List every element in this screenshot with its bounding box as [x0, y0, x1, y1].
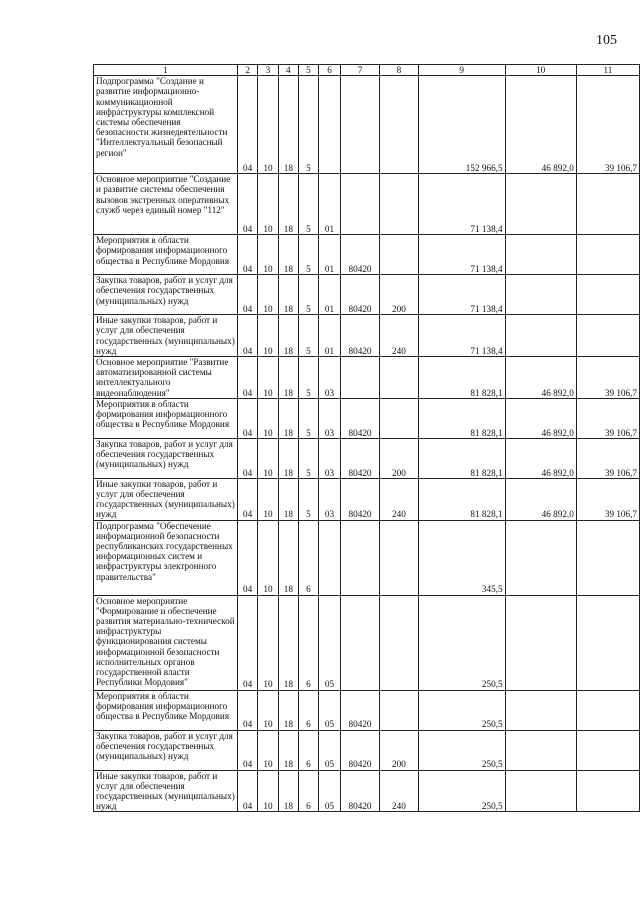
amount-cell	[576, 690, 639, 730]
row-name: Мероприятия в области формирования информационного общества в Республике Мордовия	[94, 690, 238, 730]
code-cell: 10	[258, 730, 278, 770]
code-cell	[341, 357, 380, 399]
code-cell: 05	[318, 770, 340, 812]
column-header: 9	[418, 65, 505, 76]
amount-cell: 81 828,1	[418, 398, 505, 438]
code-cell: 04	[237, 690, 257, 730]
amount-cell: 250,5	[418, 595, 505, 690]
code-cell: 01	[318, 235, 340, 275]
code-cell	[379, 235, 418, 275]
code-cell: 6	[299, 770, 319, 812]
amount-cell	[576, 275, 639, 315]
code-cell: 80420	[341, 770, 380, 812]
amount-cell	[505, 520, 576, 595]
code-cell: 10	[258, 438, 278, 478]
row-name: Мероприятия в области формирования информационного общества в Республике Мордовия	[94, 398, 238, 438]
row-name: Иные закупки товаров, работ и услуг для обеспечения государственных (муниципальных) нужд	[94, 315, 238, 357]
code-cell: 5	[299, 76, 319, 174]
code-cell: 10	[258, 520, 278, 595]
amount-cell	[576, 235, 639, 275]
code-cell: 5	[299, 398, 319, 438]
code-cell	[379, 690, 418, 730]
amount-cell	[505, 690, 576, 730]
code-cell: 04	[237, 730, 257, 770]
amount-cell: 250,5	[418, 730, 505, 770]
code-cell: 03	[318, 438, 340, 478]
code-cell: 10	[258, 770, 278, 812]
amount-cell	[576, 520, 639, 595]
code-cell: 04	[237, 357, 257, 399]
amount-cell: 39 106,7	[576, 438, 639, 478]
code-cell: 03	[318, 357, 340, 399]
code-cell: 18	[278, 235, 298, 275]
column-header: 8	[379, 65, 418, 76]
column-header: 10	[505, 65, 576, 76]
code-cell	[379, 174, 418, 235]
column-header: 6	[318, 65, 340, 76]
code-cell	[379, 76, 418, 174]
code-cell: 200	[379, 438, 418, 478]
code-cell: 240	[379, 315, 418, 357]
code-cell: 18	[278, 690, 298, 730]
code-cell: 18	[278, 315, 298, 357]
code-cell: 200	[379, 730, 418, 770]
code-cell: 10	[258, 76, 278, 174]
table-row	[94, 690, 640, 730]
code-cell: 18	[278, 478, 298, 520]
row-name: Подпрограмма "Создание и развитие информационно-коммуникационной инфраструктуры комплексной системы обеспечения безопасности жизнедеятельности "Интеллектуальный безопасный регион"	[94, 76, 238, 174]
code-cell: 10	[258, 478, 278, 520]
row-name: Основное мероприятие "Создание и развитие системы обеспечения вызовов экстренных оперативных служб через единый номер "112"	[94, 174, 238, 235]
amount-cell: 46 892,0	[505, 438, 576, 478]
amount-cell	[505, 315, 576, 357]
code-cell: 6	[299, 690, 319, 730]
amount-cell	[576, 730, 639, 770]
code-cell: 5	[299, 315, 319, 357]
column-header: 5	[299, 65, 319, 76]
code-cell	[341, 76, 380, 174]
table-row	[94, 357, 640, 399]
code-cell: 200	[379, 275, 418, 315]
code-cell: 04	[237, 478, 257, 520]
column-header: 1	[94, 65, 238, 76]
code-cell: 240	[379, 770, 418, 812]
amount-cell: 46 892,0	[505, 398, 576, 438]
code-cell	[318, 76, 340, 174]
code-cell: 04	[237, 595, 257, 690]
table-row	[94, 275, 640, 315]
table-row	[94, 478, 640, 520]
code-cell: 10	[258, 595, 278, 690]
code-cell: 03	[318, 478, 340, 520]
row-name: Иные закупки товаров, работ и услуг для обеспечения государственных (муниципальных) нужд	[94, 478, 238, 520]
code-cell	[379, 398, 418, 438]
code-cell: 18	[278, 174, 298, 235]
code-cell: 10	[258, 398, 278, 438]
amount-cell	[576, 770, 639, 812]
code-cell: 05	[318, 730, 340, 770]
code-cell: 10	[258, 174, 278, 235]
row-name: Основное мероприятие "Развитие автоматизированной системы интеллектуального видеонаблюдения"	[94, 357, 238, 399]
column-header: 2	[237, 65, 257, 76]
code-cell: 04	[237, 174, 257, 235]
code-cell: 10	[258, 275, 278, 315]
row-name: Мероприятия в области формирования информационного общества в Республике Мордовия	[94, 235, 238, 275]
code-cell: 240	[379, 478, 418, 520]
code-cell: 10	[258, 235, 278, 275]
amount-cell	[505, 770, 576, 812]
row-name: Иные закупки товаров, работ и услуг для обеспечения государственных (муниципальных) нужд	[94, 770, 238, 812]
code-cell	[379, 595, 418, 690]
code-cell	[341, 520, 380, 595]
code-cell: 5	[299, 235, 319, 275]
code-cell: 04	[237, 770, 257, 812]
code-cell: 80420	[341, 275, 380, 315]
code-cell: 80420	[341, 478, 380, 520]
amount-cell	[505, 275, 576, 315]
code-cell: 10	[258, 357, 278, 399]
code-cell: 04	[237, 76, 257, 174]
amount-cell: 71 138,4	[418, 315, 505, 357]
column-header: 3	[258, 65, 278, 76]
row-name: Основное мероприятие "Формирование и обеспечение развития материально-технической инфраструктуры функционирования системы информационной безопасности исполнительных органов государственной власти Республики Мордовия"	[94, 595, 238, 690]
table-row	[94, 174, 640, 235]
code-cell: 04	[237, 275, 257, 315]
code-cell: 18	[278, 76, 298, 174]
amount-cell	[576, 174, 639, 235]
code-cell	[379, 357, 418, 399]
code-cell: 01	[318, 315, 340, 357]
code-cell: 6	[299, 730, 319, 770]
code-cell	[318, 520, 340, 595]
code-cell	[341, 595, 380, 690]
table-row	[94, 235, 640, 275]
column-header: 4	[278, 65, 298, 76]
code-cell: 18	[278, 520, 298, 595]
code-cell: 18	[278, 770, 298, 812]
code-cell: 10	[258, 690, 278, 730]
code-cell: 80420	[341, 690, 380, 730]
amount-cell: 46 892,0	[505, 76, 576, 174]
code-cell: 04	[237, 315, 257, 357]
amount-cell: 81 828,1	[418, 357, 505, 399]
code-cell: 03	[318, 398, 340, 438]
amount-cell: 250,5	[418, 690, 505, 730]
code-cell: 01	[318, 174, 340, 235]
amount-cell: 152 966,5	[418, 76, 505, 174]
code-cell: 05	[318, 595, 340, 690]
table-row	[94, 730, 640, 770]
amount-cell: 39 106,7	[576, 76, 639, 174]
code-cell: 5	[299, 357, 319, 399]
code-cell: 80420	[341, 438, 380, 478]
table-row	[94, 770, 640, 812]
code-cell: 01	[318, 275, 340, 315]
amount-cell: 46 892,0	[505, 478, 576, 520]
table-row	[94, 520, 640, 595]
column-header: 7	[341, 65, 380, 76]
row-name: Закупка товаров, работ и услуг для обеспечения государственных (муниципальных) нужд	[94, 275, 238, 315]
code-cell: 18	[278, 357, 298, 399]
code-cell: 04	[237, 438, 257, 478]
amount-cell: 81 828,1	[418, 438, 505, 478]
code-cell: 80420	[341, 730, 380, 770]
row-name: Закупка товаров, работ и услуг для обеспечения государственных (муниципальных) нужд	[94, 438, 238, 478]
code-cell: 04	[237, 398, 257, 438]
amount-cell: 81 828,1	[418, 478, 505, 520]
code-cell: 5	[299, 275, 319, 315]
amount-cell: 39 106,7	[576, 398, 639, 438]
amount-cell	[576, 315, 639, 357]
amount-cell: 46 892,0	[505, 357, 576, 399]
table-row	[94, 438, 640, 478]
amount-cell	[505, 595, 576, 690]
amount-cell	[505, 174, 576, 235]
amount-cell	[505, 235, 576, 275]
row-name: Закупка товаров, работ и услуг для обеспечения государственных (муниципальных) нужд	[94, 730, 238, 770]
amount-cell: 71 138,4	[418, 235, 505, 275]
table-row	[94, 595, 640, 690]
table-header-row	[94, 65, 640, 76]
amount-cell: 39 106,7	[576, 357, 639, 399]
code-cell: 18	[278, 595, 298, 690]
table-row	[94, 76, 640, 174]
code-cell: 5	[299, 478, 319, 520]
table-row	[94, 315, 640, 357]
amount-cell: 71 138,4	[418, 275, 505, 315]
code-cell: 6	[299, 595, 319, 690]
code-cell: 04	[237, 235, 257, 275]
row-name: Подпрограмма "Обеспечение информационной безопасности республиканских государственных информационных систем и инфраструктуры электронного правительства"	[94, 520, 238, 595]
code-cell: 18	[278, 730, 298, 770]
code-cell: 04	[237, 520, 257, 595]
code-cell: 5	[299, 438, 319, 478]
code-cell: 18	[278, 438, 298, 478]
code-cell	[379, 520, 418, 595]
code-cell: 80420	[341, 398, 380, 438]
code-cell: 5	[299, 174, 319, 235]
code-cell: 80420	[341, 315, 380, 357]
code-cell: 18	[278, 398, 298, 438]
code-cell: 6	[299, 520, 319, 595]
amount-cell: 345,5	[418, 520, 505, 595]
code-cell: 10	[258, 315, 278, 357]
amount-cell: 71 138,4	[418, 174, 505, 235]
amount-cell: 250,5	[418, 770, 505, 812]
code-cell: 80420	[341, 235, 380, 275]
amount-cell	[505, 730, 576, 770]
amount-cell: 39 106,7	[576, 478, 639, 520]
amount-cell	[576, 595, 639, 690]
code-cell	[341, 174, 380, 235]
code-cell: 18	[278, 275, 298, 315]
code-cell: 05	[318, 690, 340, 730]
column-header: 11	[576, 65, 639, 76]
page-number: 105	[596, 33, 617, 48]
budget-table	[93, 64, 640, 812]
table-row	[94, 398, 640, 438]
